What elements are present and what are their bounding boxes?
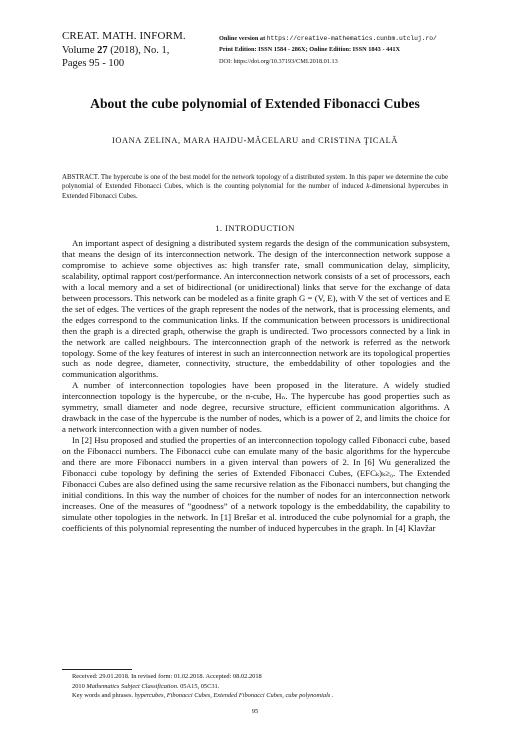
online-url-link[interactable]: https://creative-mathematics.cunbm.utcluj.ro/	[266, 35, 437, 42]
paragraph: In [2] Hsu proposed and studied the properties of an interconnection topology called Fibonacci cube, based on the Fibonacci numbers. The Fibonacci cube can emulate many of the basic algorithms for the hypercube and there are more Fibonacci numbers in a given interval than powers of 2. In [6] Wu generalized the Fibonacci cube topology by defining the series of Extended Fibonacci Cubes, (EFCₖ)ₖ≥₀. The Extended Fibonacci Cubes are also defined using the same recursive relation as the Fibonacci numbers, but changing the initial conditions. In this way the number of choices for the number of nodes for an interconnection network increases. One of the measures of ”goodness” of a network topology is the embeddability, the capability to simulate other topologies in the network. In [1] Brešar et al. introduced the cube polynomial for a graph, the coefficients of this polynomial representing the number of induced hypercubes in the graph. In [4] Klavžar	[62, 435, 450, 533]
author-list: IOANA ZELINA, MARA HAJDU-MĂCELARU and CRISTINA ŢICALĂ	[111, 136, 399, 145]
volume-line: Volume 27 (2018), No. 1,	[62, 44, 170, 56]
footnote-rule	[62, 669, 132, 670]
paragraph: An important aspect of designing a distributed system regards the design of the communication subsystem, that means the design of its interconnection network. The design of the interconnection network suppose a compromise to achieve some objectives as: high transfer rate, small communication delay, simplicity, scalability, optimal rapport cost/performance. An interconnection network consists of a set of processors, each with a local memory and a set of bidirectional (or unidirectional) links that serve for the exchange of data between processors. This network can be modeled as a finite graph G = (V, E), with V the set of vertices and E the set of edges. The vertices of the graph represent the nodes of the network, that is processing elements, and the edges correspond to the communication links. If the communication between processors is unidirectional then the graph is a directed graph, otherwise the graph is undirected. Two processors connected by a link in the network are called neighbours. The interconnection graph of the network is referred as the network topology. Some of the key features of interest in such an interconnection network are its topological properties such as node degree, diameter, connectivity, structure, the embeddability of other topologies and the communication algorithms.	[62, 238, 450, 380]
publication-info	[219, 33, 437, 67]
msc-classification: 2010 Mathematics Subject Classification. 05A15, 05C31.	[72, 682, 220, 690]
online-version-line: Online version at https://creative-mathematics.cunbm.utcluj.ro/	[219, 35, 437, 42]
abstract: ABSTRACT. The hypercube is one of the best model for the network topology of a distributed system. In this paper we determine the cube polynomial of Extended Fibonacci Cubes, which is the counting polynomial for the number of induced k-dimensional hypercubes in Extended Fibonacci Cubes.	[62, 174, 448, 200]
paragraph: A number of interconnection topologies have been proposed in the literature. A widely studied interconnection topology is the hypercube, or the n-cube, Hₙ. The hypercube has good properties such as symmetry, small diameter and node degree, recursive structure, efficient communication algorithms. A drawback in the case of the hypercube is the number of nodes, which is a power of 2, and limits the choice for a network interconnection with a given number of nodes.	[62, 380, 450, 435]
abstract-label: ABSTRACT.	[62, 174, 100, 181]
received-dates: Received: 29.01.2018. In revised form: 01.02.2018. Accepted: 08.02.2018	[72, 673, 262, 680]
page-number: 95	[251, 708, 259, 715]
journal-header	[62, 30, 186, 71]
footnotes	[72, 672, 334, 701]
section-heading: 1. INTRODUCTION	[215, 223, 295, 233]
paper-title: About the cube polynomial of Extended Fibonacci Cubes	[90, 96, 420, 111]
journal-name: CREAT. MATH. INFORM.	[62, 30, 186, 42]
keywords: Key words and phrases. hypercubes, Fibonacci Cubes, Extended Fibonacci Cubes, cube polynomials .	[72, 692, 334, 700]
page-range: Pages 95 - 100	[62, 58, 125, 69]
volume-number: 27	[97, 44, 108, 56]
issn-line: Print Edition: ISSN 1584 - 286X; Online Edition: ISSN 1843 - 441X	[219, 46, 401, 54]
doi-link[interactable]: DOI: https://doi.org/10.37193/CMI.2018.01.13	[219, 57, 338, 65]
body-text	[62, 238, 450, 534]
